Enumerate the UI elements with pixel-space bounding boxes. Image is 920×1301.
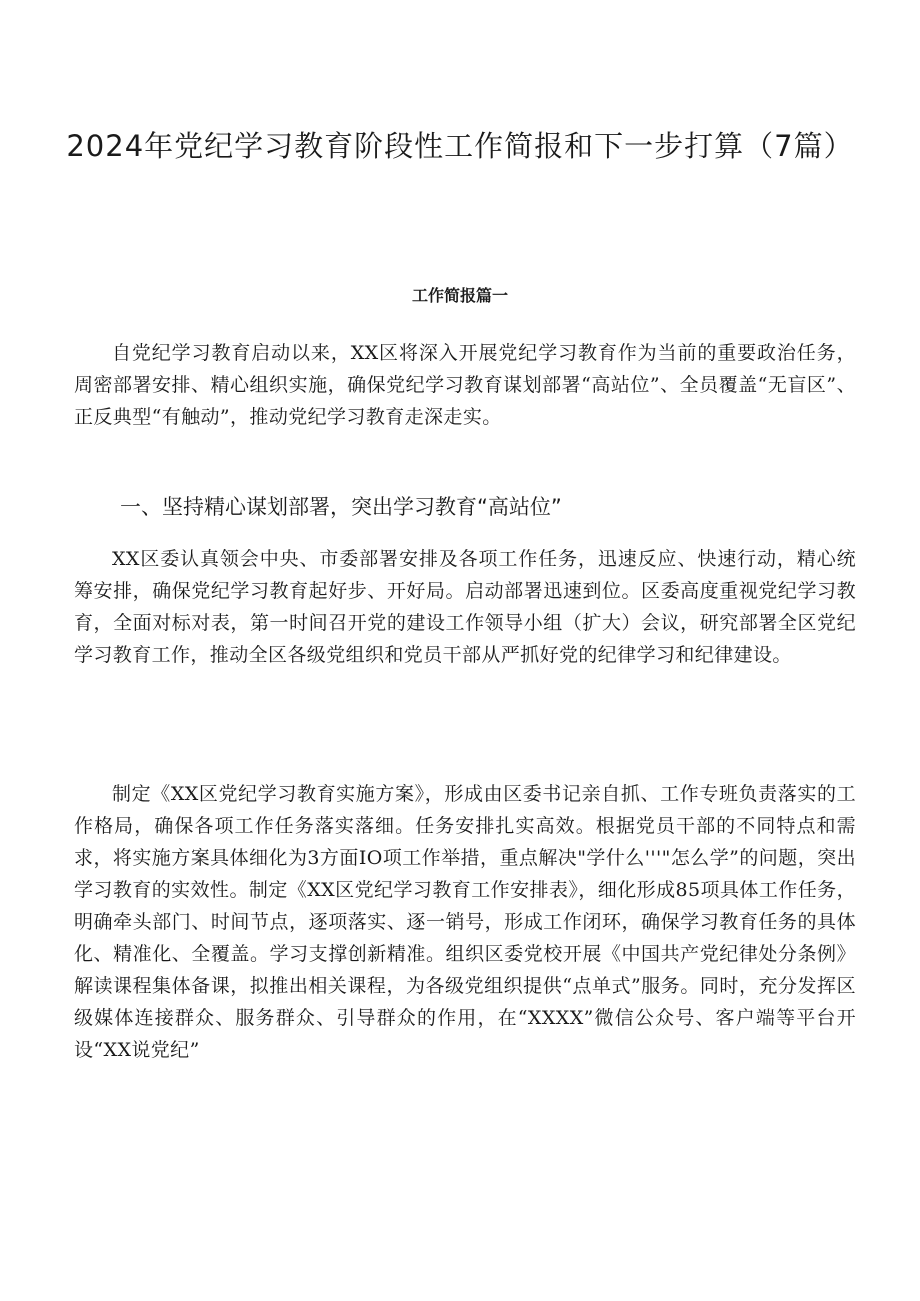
document-title: 2024年党纪学习教育阶段性工作简报和下一步打算（7篇） xyxy=(66,129,854,163)
paragraph-plan: 制定《XX区党纪学习教育实施方案》，形成由区委书记亲自抓、工作专班负责落实的工作格局，确保各项工作任务落实落细。任务安排扎实高效。根据党员干部的不同特点和需求，将实施方案具体细化为3方面IO项工作举措，重点解决"学什么'''"怎么学”的问题，突出学习教育的实效性。制定《XX区党纪学习教育工作安排表》，细化形成85项具体工作任务，明确牵头部门、时间节点，逐项落实、逐一销号，形成工作闭环，确保学习教育任务的具体化、精准化、全覆盖。学习支撑创新精准。组织区委党校开展《中国共产党纪律处分条例》解读课程集体备课，拟推出相关课程，为各级党组织提供“点单式”服务。同时，充分发挥区级媒体连接群众、服务群众、引导群众的作用，在“XXXX”微信公众号、客户端等平台开设“XX说党纪” xyxy=(74,783,856,1061)
paragraph-intro: 自党纪学习教育启动以来，XX区将深入开展党纪学习教育作为当前的重要政治任务，周密部署安排、精心组织实施，确保党纪学习教育谋划部署“高站位”、全员覆盖“无盲区”、正反典型“有触动”，推动党纪学习教育走深走实。 xyxy=(74,342,856,428)
section-label: 工作简报篇一 xyxy=(411,286,508,305)
section-heading: 一、坚持精心谋划部署，突出学习教育“高站位” xyxy=(120,495,562,519)
paragraph-deployment: XX区委认真领会中央、市委部署安排及各项工作任务，迅速反应、快速行动，精心统筹安排，确保党纪学习教育起好步、开好局。启动部署迅速到位。区委高度重视党纪学习教育，全面对标对表，第一时间召开党的建设工作领导小组（扩大）会议，研究部署全区党纪学习教育工作，推动全区各级党组织和党员干部从严抓好党的纪律学习和纪律建设。 xyxy=(74,548,856,666)
